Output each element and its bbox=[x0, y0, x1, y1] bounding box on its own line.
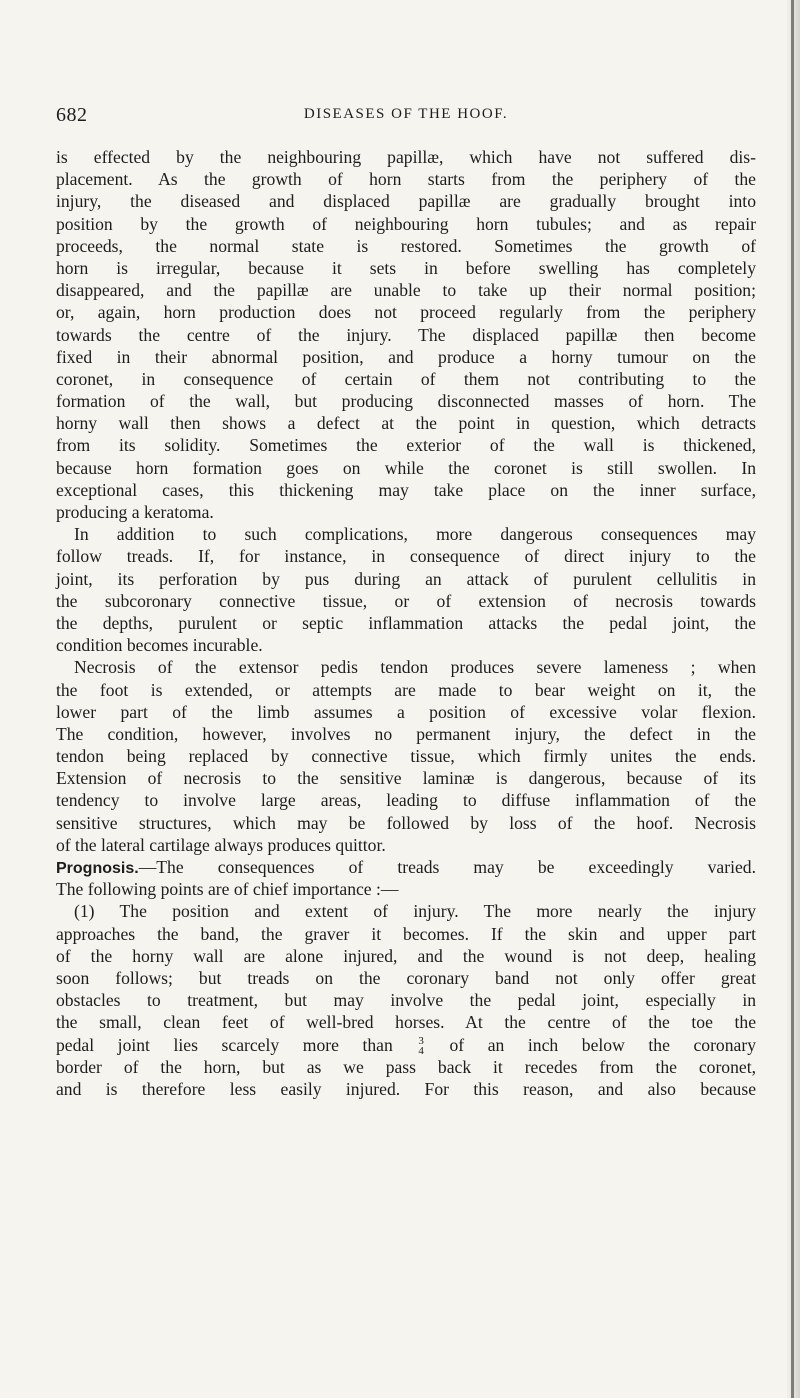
text-line: The condition, however, involves no permanent injury, the defect in the bbox=[56, 723, 756, 744]
fraction-numerator: 3 bbox=[418, 1035, 424, 1048]
text-line: producing a keratoma. bbox=[56, 502, 214, 522]
text-line: disappeared, and the papillæ are unable to take up their normal position; bbox=[56, 280, 756, 301]
text-line: soon follows; but treads on the coronary band not only offer great bbox=[56, 967, 756, 988]
paragraph-1 bbox=[56, 146, 756, 523]
text-line: horn is irregular, because it sets in before swelling has completely bbox=[56, 257, 756, 278]
text-line: formation of the wall, but producing disconnected masses of horn. The bbox=[56, 391, 756, 412]
paragraph-3 bbox=[56, 656, 756, 856]
page-number: 682 bbox=[56, 104, 88, 126]
text-line: coronet, in consequence of certain of them not contributing to the bbox=[56, 368, 756, 389]
text-line: the depths, purulent or septic inflammation attacks the pedal joint, the bbox=[56, 612, 756, 633]
body-text bbox=[56, 146, 756, 1100]
text-line: or, again, horn production does not proceed regularly from the periphery bbox=[56, 302, 756, 323]
point-1 bbox=[56, 900, 756, 1100]
text-line: joint, its perforation by pus during an attack of purulent cellulitis in bbox=[56, 568, 756, 589]
text-line: obstacles to treatment, but may involve the pedal joint, especially in bbox=[56, 990, 756, 1011]
fraction-three-quarters bbox=[418, 1036, 424, 1056]
text-line: towards the centre of the injury. The displaced papillæ then become bbox=[56, 324, 756, 345]
prognosis-first-line bbox=[56, 856, 756, 878]
text-line: tendon being replaced by connective tissue, which firmly unites the ends. bbox=[56, 746, 756, 767]
text-line: proceeds, the normal state is restored. Sometimes the growth of bbox=[56, 235, 756, 256]
text-line: condition becomes incurable. bbox=[56, 635, 263, 656]
text-line: the small, clean feet of well-bred horses. At the centre of the toe the bbox=[56, 1012, 756, 1033]
text-line: of the lateral cartilage always produces quittor. bbox=[56, 834, 386, 855]
text-line: the subcoronary connective tissue, or of extension of necrosis towards bbox=[56, 590, 756, 611]
fraction-denominator: 4 bbox=[418, 1045, 424, 1058]
text-line: In addition to such complications, more dangerous consequences may bbox=[74, 524, 756, 545]
text-line: Extension of necrosis to the sensitive laminæ is dangerous, because of its bbox=[56, 768, 756, 789]
text-line: Necrosis of the extensor pedis tendon produces severe lameness ; when bbox=[74, 657, 756, 678]
text-line: and is therefore less easily injured. For this reason, and also because bbox=[56, 1078, 756, 1099]
text-line: injury, the diseased and displaced papillæ are gradually brought into bbox=[56, 191, 756, 212]
text-line: horny wall then shows a defect at the point in question, which detracts bbox=[56, 413, 756, 434]
text-line: border of the horn, but as we pass back it recedes from the coronet, bbox=[56, 1056, 756, 1077]
text-line: approaches the band, the graver it becomes. If the skin and upper part bbox=[56, 923, 756, 944]
page-edge-line bbox=[791, 0, 794, 1398]
paragraph-2 bbox=[56, 523, 756, 656]
text-line: lower part of the limb assumes a position of excessive volar flexion. bbox=[56, 701, 756, 722]
text-line: (1) The position and extent of injury. The more nearly the injury bbox=[74, 901, 756, 922]
prognosis-section bbox=[56, 856, 756, 900]
running-head bbox=[56, 104, 756, 130]
text-line: tendency to involve large areas, leading to diffuse inflammation of the bbox=[56, 790, 756, 811]
text-line: is effected by the neighbouring papillæ, which have not suffered dis- bbox=[56, 147, 756, 167]
text-line: follow treads. If, for instance, in consequence of direct injury to the bbox=[56, 546, 756, 567]
text-line: The following points are of chief importance :— bbox=[56, 879, 399, 900]
text-line: because horn formation goes on while the coronet is still swollen. In bbox=[56, 457, 756, 478]
text-line: the foot is extended, or attempts are made to bear weight on it, the bbox=[56, 679, 756, 700]
running-title: DISEASES OF THE HOOF. bbox=[303, 106, 509, 122]
prognosis-intro: —The consequences of treads may be exceedingly varied. bbox=[138, 857, 756, 877]
fraction-line-after: of an inch below the coronary bbox=[449, 1034, 756, 1055]
text-line: position by the growth of neighbouring horn tubules; and as repair bbox=[56, 213, 756, 234]
text-line: from its solidity. Sometimes the exterior of the wall is thickened, bbox=[56, 435, 756, 456]
fraction-line-before: pedal joint lies scarcely more than bbox=[56, 1034, 393, 1055]
fraction-line bbox=[56, 1034, 756, 1056]
text-line: of the horny wall are alone injured, and the wound is not deep, healing bbox=[56, 945, 756, 966]
text-line: sensitive structures, which may be followed by loss of the hoof. Necrosis bbox=[56, 812, 756, 833]
text-line: fixed in their abnormal position, and produce a horny tumour on the bbox=[56, 346, 756, 367]
text-line: placement. As the growth of horn starts from the periphery of the bbox=[56, 169, 756, 190]
prognosis-heading: Prognosis. bbox=[56, 860, 139, 877]
text-line: exceptional cases, this thickening may take place on the inner surface, bbox=[56, 479, 756, 500]
